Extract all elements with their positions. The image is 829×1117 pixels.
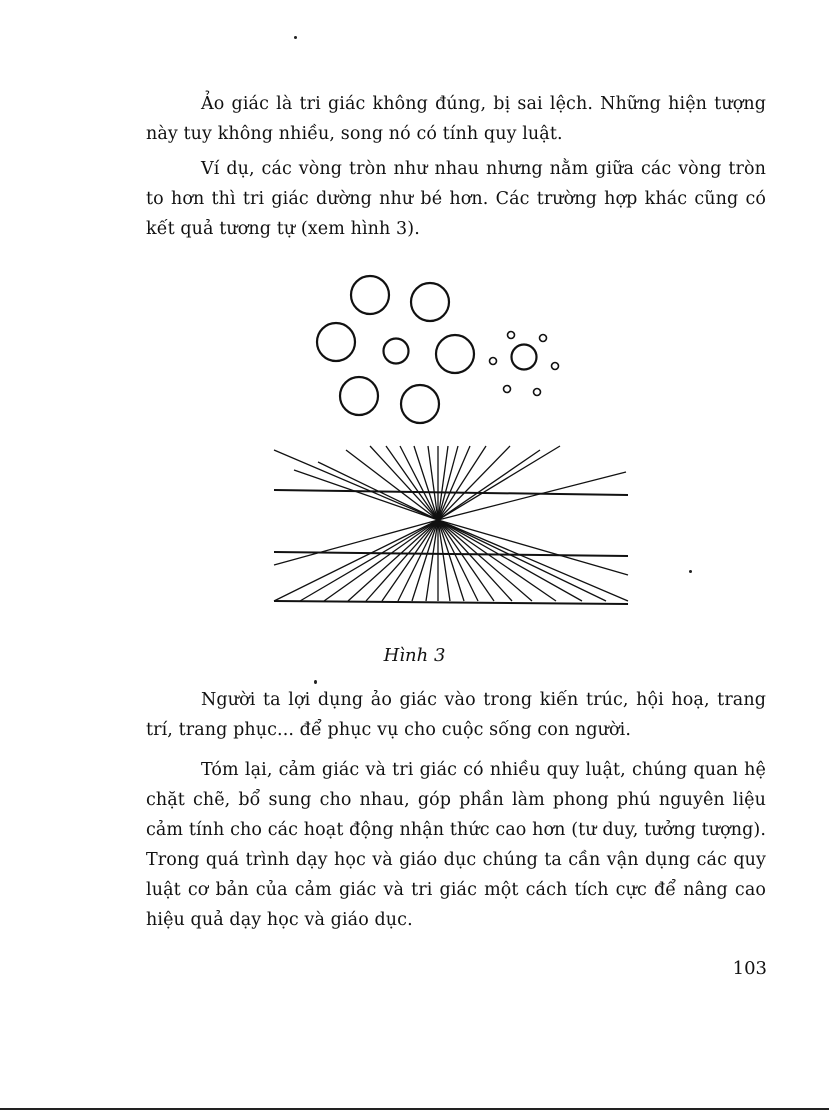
large-circle (411, 283, 449, 321)
stray-mark (294, 36, 297, 39)
radiating-line (414, 446, 438, 520)
stray-mark (314, 680, 317, 684)
large-circle (317, 323, 355, 361)
small-circle (534, 389, 541, 396)
radiating-line (346, 450, 438, 520)
radiating-line (370, 446, 438, 520)
paragraph-illusion-example: Ví dụ, các vòng tròn như nhau nhưng nằm giữa các vòng tròn to hơn thì tri giác dường như bé hơn. Các trường hợp khác cũng có kết quả tương tự (xem hình 3). (146, 159, 766, 239)
small-circles-group (490, 332, 559, 396)
small-circle (490, 358, 497, 365)
small-circle (504, 386, 511, 393)
radiating-lines (274, 446, 628, 601)
large-circle (340, 377, 378, 415)
small-circle (540, 335, 547, 342)
figure-caption: Hình 3 (383, 645, 446, 666)
paragraph-illusion-application: Người ta lợi dụng ảo giác vào trong kiến trúc, hội hoạ, trang trí, trang phục... để phục vụ cho cuộc sống con người. (146, 690, 766, 740)
radiating-line (438, 520, 628, 575)
parallel-line-bottom (274, 552, 628, 556)
radiating-line (438, 446, 486, 520)
paragraph-illusion-definition: Ảo giác là tri giác không đúng, bị sai lệch. Những hiện tượng này tuy không nhiều, song nó có tính quy luật. (146, 94, 766, 144)
small-circle (552, 363, 559, 370)
radiating-line (382, 520, 438, 601)
center-circle-right (512, 345, 537, 370)
baseline (274, 601, 628, 604)
page-number: 103 (732, 958, 767, 979)
radiating-line (274, 520, 438, 601)
figure-optical-illusion (260, 265, 640, 615)
bottom-rule (0, 1108, 829, 1110)
paragraph-summary: Tóm lại, cảm giác và tri giác có nhiều quy luật, chúng quan hệ chặt chẽ, bổ sung cho nhau, góp phần làm phong phú nguyên liệu cảm tính cho các hoạt động nhận thức cao hơn (tư duy, tưởng tượng). Trong quá trình dạy học và giáo dục chúng ta cần vận dụng các quy luật cơ bản của cảm giác và tri giác một cách tích cực để nâng cao hiệu quả dạy học và giáo dục. (146, 760, 766, 930)
large-circle (436, 335, 474, 373)
radiating-line (324, 520, 438, 601)
large-circle (401, 385, 439, 423)
small-circle (508, 332, 515, 339)
large-circles-group (317, 276, 474, 423)
center-circle-left (384, 339, 409, 364)
radiating-line (438, 520, 556, 601)
large-circle (351, 276, 389, 314)
stray-mark (689, 570, 692, 573)
radiating-line (438, 520, 606, 601)
radiating-line (438, 472, 626, 520)
radiating-line (438, 520, 512, 601)
